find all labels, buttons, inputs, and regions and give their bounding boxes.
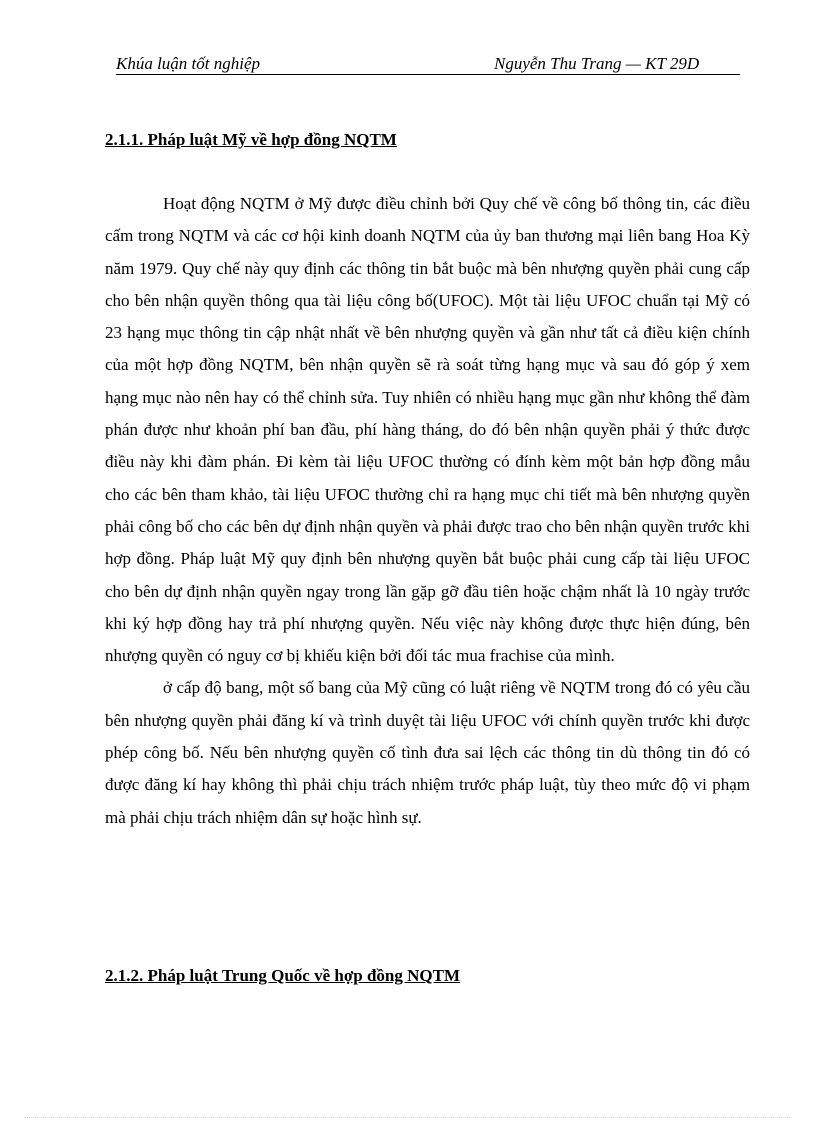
section-heading-2-1-1: 2.1.1. Pháp luật Mỹ về hợp đồng NQTM	[105, 130, 397, 149]
section-heading-2-1-2: 2.1.2. Pháp luật Trung Quốc về hợp đồng NQTM	[105, 966, 460, 985]
section-body-2-1-1	[105, 188, 750, 834]
header-author: Nguyễn Thu Trang — KT 29D	[494, 54, 700, 73]
header-thesis-title: Khúa luận tốt nghiệp	[116, 54, 261, 73]
paragraph-2: ở cấp độ bang, một số bang của Mỹ cũng có luật riêng về NQTM trong đó có yêu cầu bên nhượng quyền phải đăng kí và trình duyệt tài liệu UFOC với chính quyền trước khi được phép công bố. Nếu bên nhượng quyền cố tình đưa sai lệch các thông tin dù thông tin đó có được đăng kí hay không thì phải chịu trách nhiệm trước pháp luật, tùy theo mức độ vi phạm mà phải chịu trách nhiệm dân sự hoặc hình sự.	[105, 678, 750, 827]
page-bottom-divider	[24, 1117, 792, 1118]
paragraph-1: Hoạt động NQTM ở Mỹ được điều chỉnh bởi Quy chế về công bố thông tin, các điều cấm trong NQTM và các cơ hội kinh doanh NQTM của ủy ban thương mại liên bang Hoa Kỳ năm 1979. Quy chế này quy định các thông tin bắt buộc mà bên nhượng quyền phải cung cấp cho bên nhận quyền thông qua tài liệu công bố(UFOC). Một tài liệu UFOC chuẩn tại Mỹ có 23 hạng mục thông tin cập nhật nhất về bên nhượng quyền và gần như tất cả điều kiện chính của một hợp đồng NQTM, bên nhận quyền sẽ rà soát từng hạng mục và sau đó góp ý xem hạng mục nào nên hay có thể chỉnh sửa. Tuy nhiên có nhiều hạng mục gần như không thể đàm phán được như khoản phí ban đầu, phí hàng tháng, do đó bên nhận quyền phải ý thức được điều này khi đàm phán. Đi kèm tài liệu UFOC thường có đính kèm một bản hợp đồng mẫu cho các bên tham khảo, tài liệu UFOC thường chỉ ra hạng mục chi tiết mà bên nhượng quyền phải công bố cho các bên dự định nhận quyền và phải được trao cho bên nhận quyền trước khi hợp đồng. Pháp luật Mỹ quy định bên nhượng quyền bắt buộc phải cung cấp tài liệu UFOC cho bên dự định nhận quyền ngay trong lần gặp gỡ đầu tiên hoặc chậm nhất là 10 ngày trước khi ký hợp đồng hay trả phí nhượng quyền. Nếu việc này không được thực hiện đúng, bên nhượng quyền có nguy cơ bị khiếu kiện bởi đối tác mua frachise của mình.	[105, 194, 750, 666]
page-header	[116, 54, 740, 75]
